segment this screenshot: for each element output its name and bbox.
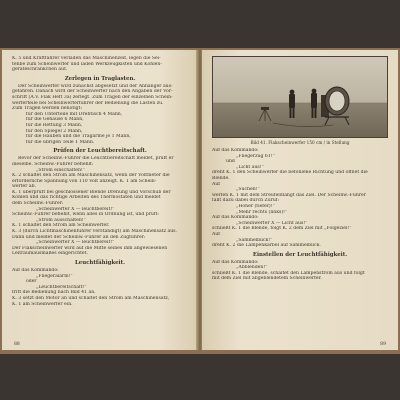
- left-paragraph-traglasten: [12, 84, 188, 146]
- left-line: Bevor der Scheinw.-Führer die Leuchtbereitschaft meldet, prüft er: [18, 156, 174, 162]
- left-line: K. 3 setzt den Motor an und schaltet den Strom am Maschinensatz,: [12, 295, 170, 301]
- right-line: dreht K. 1 den Scheinwerfer die befohlene Richtung und öffnet die: [212, 170, 368, 176]
- left-line: Der Flakscheinwerfer wird auf die Mitte seines ihm angewiesenen: [12, 245, 168, 251]
- right-line: Auf das Kommando:: [212, 215, 259, 221]
- left-line: Leitraumausmaßes eingerichtet.: [12, 251, 88, 257]
- right-line: werfen K. 1 mit dem Streufeldlängt das Ziel. Der Scheinw.-Führer: [212, 192, 366, 198]
- right-page: [202, 50, 398, 350]
- right-line: „Fliegerzug 61!“: [236, 153, 275, 159]
- right-line: dreht K. 2 die Lampenkarbel auf Sammelblick.: [212, 243, 321, 249]
- left-line: für die Gehäuse 6 Mann,: [26, 117, 84, 123]
- left-line: für die übrigen Teile 1 Mann.: [26, 139, 95, 145]
- left-column: [12, 56, 188, 346]
- left-page-number: 88: [14, 342, 20, 347]
- left-line: K. 2 schaltet den Strom am Maschinensatz, wenn der Voltmeter die: [12, 173, 170, 179]
- right-line: „Höher (tiefer)!“: [236, 203, 275, 209]
- left-line: für den Spiegel 2 Mann,: [26, 128, 83, 134]
- heading-leuchtfaehigkeit: Leuchtfähigkeit.: [75, 260, 125, 266]
- searchlight-photo: [212, 56, 388, 138]
- left-line: erforderliche Spannung von 110 Volt anzeigt. K. 1 am Schein-: [12, 178, 157, 184]
- right-line: „Suchen!“: [236, 187, 260, 193]
- left-line: Zum Tragen werden benötigt:: [12, 106, 83, 112]
- right-line: „Mehr rechts (links)!“: [236, 209, 288, 215]
- left-line: K. 1 schaltet den Strom am Scheinwerfer.: [12, 223, 110, 229]
- right-column: [212, 56, 388, 346]
- left-line: Der Scheinwerfer wird zunächst abgesetzt und der Anhänger aus-: [18, 83, 173, 89]
- left-line: K. 3 (durch Lichtmaschinenführer verständigt) am Maschinensatz aus.: [12, 229, 177, 235]
- right-line: mit dem Ziel mit abgeblendetem Scheinwerfer.: [212, 276, 322, 282]
- right-line: Auf das Kommando:: [212, 148, 259, 153]
- right-line: „Sammelblick!“: [236, 237, 273, 243]
- left-paragraph-leuchten: [12, 268, 188, 307]
- left-line: K. 1 überprüft bei geschlossener Blende Drehung und Vorschub der: [12, 189, 171, 195]
- right-line: „Licht aus!“: [236, 164, 264, 170]
- right-line: schließt K. 1 die Blende, schaltet den Lampenstrom aus und folgt: [212, 270, 365, 276]
- left-paragraph-intro: [12, 56, 188, 73]
- left-line: dem Scheinw.-Führer:: [12, 201, 64, 207]
- right-line: schließt K. 1 die Blende, folgt K. 2 dem Ziel mit „Folgeziel!“: [212, 226, 352, 232]
- left-line: für den Unterteile mit Drehtisch 4 Mann,: [26, 111, 123, 117]
- left-line: K. 5 und Kraftfahrer verladen das Maschinenzeit, legen die Sei-: [12, 56, 161, 61]
- left-line: „Scheinwerfer X — leuchtbereit!“: [36, 206, 115, 212]
- left-line: tritt die Bedienung nach Bild 41 an.: [12, 290, 96, 296]
- left-line: „Strom ausschalten!“: [36, 217, 87, 223]
- left-line: „Fliegeralarm!“: [36, 273, 73, 279]
- left-line: „Strom einschalten!“: [36, 167, 86, 173]
- right-line: „Abblenden!“: [236, 265, 268, 271]
- left-line: oder: [26, 279, 37, 285]
- left-line: Scheinw.-Führer befiehlt, wenn alles in Ordnung ist, und prüft:: [12, 212, 159, 218]
- left-page: [2, 50, 198, 350]
- searchlight-photo-image: [213, 57, 388, 137]
- heading-pruefen: Prüfen der Leuchtbereitschaft.: [53, 148, 147, 155]
- right-paragraph-abblenden: [212, 260, 388, 282]
- right-line: Auf: [212, 231, 220, 237]
- left-line: K. 1 am Scheinwerfer ein.: [12, 301, 73, 307]
- right-paragraph-commands: [212, 148, 388, 249]
- heading-zerlegen: Zerlegen in Traglasten.: [64, 75, 136, 82]
- left-line: Auf das Kommando:: [12, 268, 59, 273]
- left-line: „Scheinwerfer X — leuchtbereit!“: [36, 240, 115, 246]
- left-line: „Leuchtbereitschaft!“: [36, 284, 87, 290]
- right-line: fällt dazu dabei durch Zuruf:: [212, 198, 280, 204]
- left-paragraph-pruefen: [12, 156, 188, 257]
- right-line: und: [226, 159, 235, 165]
- heading-einstellen: Einstellen der Leuchtfähigkeit.: [252, 251, 348, 258]
- left-line: gefahren. Danach wird der Scheinwerfer nach den Angaben der Vor-: [12, 89, 173, 95]
- left-line: für die Hauben und die Tragarme je 1 Mann,: [26, 134, 131, 140]
- right-page-number: 89: [380, 342, 386, 347]
- left-line: geräteschränkchen auf.: [12, 67, 68, 73]
- left-line: schrift (A.V. Flak Heft 3a) zerlegt. Zum Tragen der einzelnen Schein-: [12, 94, 173, 100]
- left-line: werferteile bei Scheinwerferführer der Bedienung die Lasten zu.: [12, 100, 164, 106]
- left-line: tenbe zum Scheinwerfer und laden Werkzeugkisten und Kohlen-: [12, 61, 162, 67]
- right-line: Auf: [212, 181, 220, 187]
- right-line: Auf das Kommando:: [212, 259, 259, 265]
- left-line: dieselbe. Scheinw.-Führer befiehlt:: [12, 161, 94, 167]
- right-line: „Scheinwerfer X — Licht aus!“: [236, 220, 308, 226]
- left-line: Dann und meldet der Scheinw.-Führer an den Zugführer:: [12, 234, 146, 240]
- right-line: Blende.: [212, 175, 230, 181]
- photo-caption: Bild 41. Flakscheinwerfer 150 cm / in Stellung: [250, 140, 350, 145]
- left-line: werfer ab.: [12, 184, 37, 190]
- left-line: für die Rettung 3 Mann,: [26, 122, 83, 128]
- left-line: Kohlen und das richtige Arbeiten des Thermostaten und meldet: [12, 195, 161, 201]
